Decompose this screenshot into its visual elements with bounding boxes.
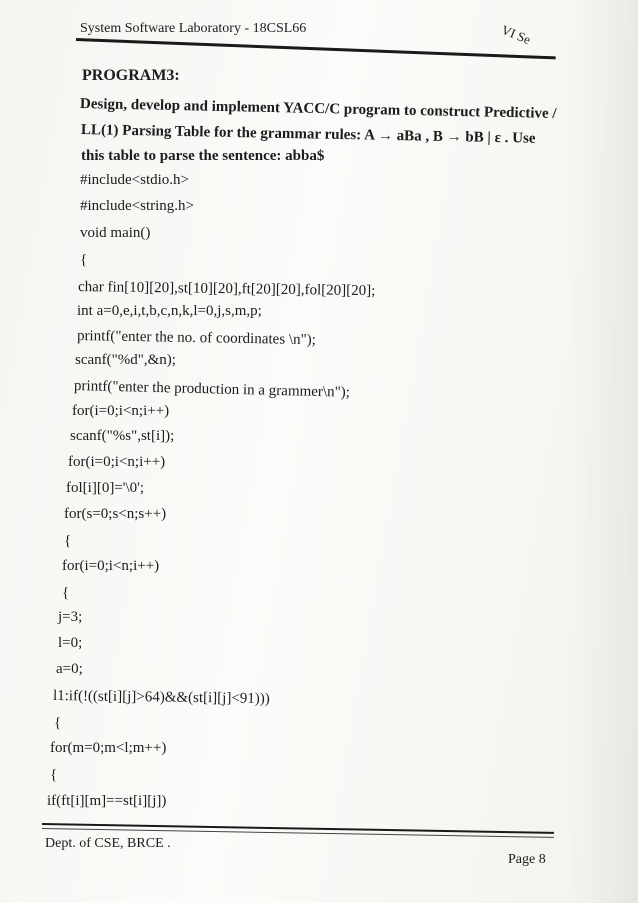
header-semester: VI Se [499, 22, 533, 48]
code-line: { [50, 767, 58, 783]
code-line: l=0; [58, 635, 83, 651]
code-line: fol[i][0]='\0'; [66, 480, 145, 496]
code-line: #include<stdio.h> [80, 172, 189, 188]
code-line: printf("enter the no. of coordinates \n"); [76, 328, 316, 349]
program-description-line: Design, develop and implement YACC/C program to construct Predictive / [79, 96, 557, 122]
code-line: #include<string.h> [80, 198, 194, 214]
code-line: scanf("%d",&n); [75, 352, 176, 368]
code-line: for(i=0;i<n;i++) [62, 558, 160, 574]
header-course-title: System Software Laboratory - 18CSL66 [80, 21, 307, 36]
code-line: if(ft[i][m]==st[i][j]) [47, 793, 167, 809]
program-description-line: LL(1) Parsing Table for the grammar rules: A → aBa , B → bB | ε . Use [80, 122, 536, 147]
code-line: for(i=0;i<n;i++) [68, 454, 166, 470]
code-line: j=3; [58, 609, 83, 625]
code-line: { [64, 533, 72, 549]
code-line: int a=0,e,i,t,b,c,n,k,l=0,j,s,m,p; [77, 303, 262, 319]
page-edge-shadow [568, 0, 638, 903]
code-line: for(m=0;m<l;m++) [50, 740, 167, 756]
code-line: void main() [80, 225, 151, 241]
program-title: PROGRAM3: [82, 67, 180, 84]
code-line: { [80, 252, 88, 268]
code-line: printf("enter the production in a grammer\n"); [73, 378, 351, 401]
code-line: l1:if(!((st[i][j]>64)&&(st[i][j]<91))) [52, 688, 270, 708]
footer-page-number: Page 8 [508, 852, 546, 867]
code-line: for(s=0;s<n;s++) [64, 506, 167, 522]
code-line: scanf("%s",st[i]); [70, 428, 175, 444]
code-line: a=0; [56, 661, 83, 677]
program-description-line: this table to parse the sentence: abba$ [81, 148, 325, 164]
footer-department: Dept. of CSE, BRCE . [45, 836, 171, 851]
code-line: for(i=0;i<n;i++) [72, 403, 170, 419]
code-line: char fin[10][20],st[10][20],ft[20][20],fol[20][20]; [77, 279, 376, 300]
code-line: { [54, 715, 62, 731]
code-line: { [62, 585, 70, 601]
header-rule [76, 38, 556, 59]
